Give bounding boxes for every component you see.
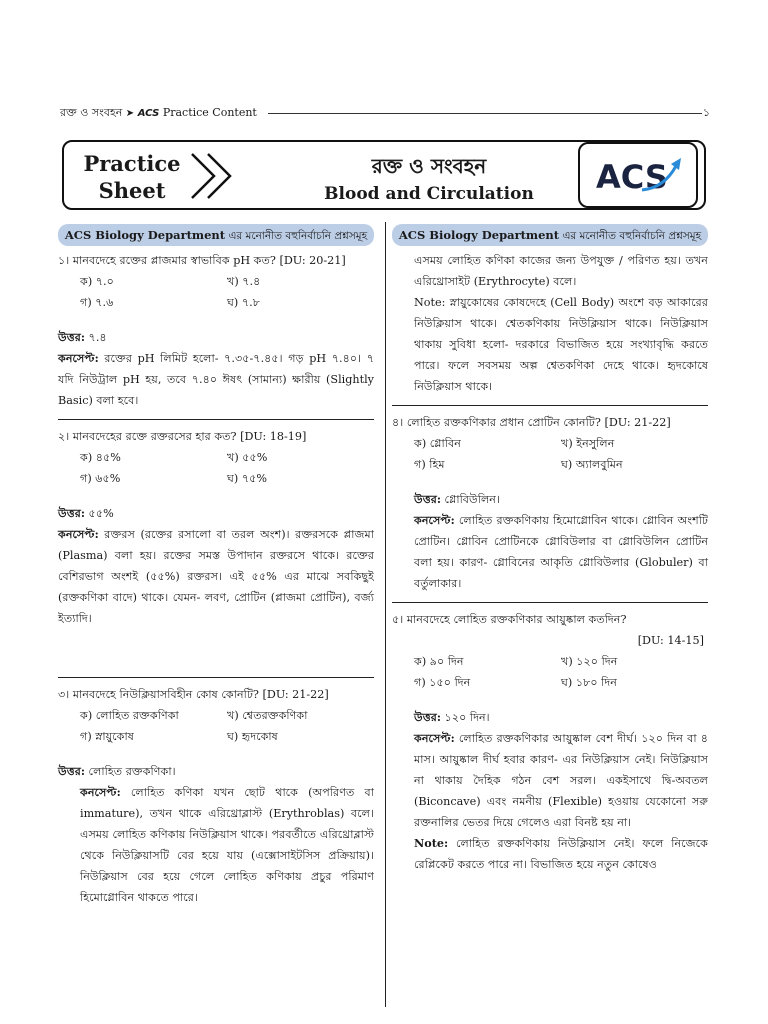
section-pill-left bbox=[58, 224, 374, 246]
breadcrumb-brand: ACS bbox=[137, 108, 160, 119]
option: ক) ৭.০ bbox=[80, 275, 114, 288]
page-number: ১ bbox=[702, 106, 710, 119]
note-5 bbox=[392, 833, 708, 875]
answer-label: উত্তর: bbox=[414, 492, 441, 506]
answer-text: লোহিত রক্তকণিকা। bbox=[85, 765, 176, 778]
question-separator bbox=[392, 405, 708, 406]
option: খ) ১২০ দিন bbox=[561, 655, 618, 668]
section-pill-right bbox=[392, 224, 708, 246]
pill-text: এর মনোনীত বহুনির্বাচনি প্রশ্নসমূহ bbox=[559, 230, 702, 242]
concept-text: লোহিত রক্তকণিকার আয়ুষ্কাল বেশ দীর্ঘ। ১২০ দিন বা ৪ মাস। আয়ুষ্কাল দীর্ঘ হবার কারণ- এর নিউক্লিয়াস নেই। নিউক্লিয়াস না থাকায় দৈহিক গঠন বেশ সরল। একইসাথে দ্বি-অবতল (Biconcave) এবং নমনীয় (Flexible) হওয়ায় যেকোনো সরু রক্তনালির ভেতর দিয়ে গেলেও এরা বিনষ্ট হয় না। bbox=[414, 732, 708, 829]
title-banner bbox=[62, 140, 706, 210]
option: ঘ) হৃদকোষ bbox=[227, 730, 278, 743]
option: ঘ) ১৮০ দিন bbox=[561, 676, 617, 689]
option: ঘ) ৭৫% bbox=[227, 472, 267, 485]
breadcrumb bbox=[60, 104, 257, 123]
option: ক) ৯০ দিন bbox=[414, 655, 464, 668]
option: গ) ১৫০ দিন bbox=[414, 676, 471, 689]
options-4 bbox=[392, 433, 708, 475]
concept-text: লোহিত কণিকা যখন ছোট থাকে (অপরিণত বা immature), তখন থাকে এরিথ্রোব্লাস্ট (Erythroblas) বলে। এসময় লোহিত কণিকায় নিউক্লিয়াস থাকে। পরবর্তীতে এরিথ্রোব্লাস্ট থেকে নিউক্লিয়াসটি বের হয়ে যায় (এক্সোসাইটসিস প্রক্রিয়ায়)। নিউক্লিয়াস বের হয়ে গেলে লোহিত কণিকায় প্রচুর পরিমাণ হিমোগ্লোবিন থাকতে পারে। bbox=[80, 786, 374, 904]
breadcrumb-chapter: রক্ত ও সংবহন bbox=[60, 106, 123, 119]
concept-label: কনসেপ্ট: bbox=[58, 351, 99, 365]
options-1 bbox=[58, 271, 374, 313]
answer-1 bbox=[58, 327, 374, 348]
concept-text: রক্তরস (রক্তের রসালো বা তরল অংশ)। রক্তরসকে প্লাজমা (Plasma) বলা হয়। রক্তের সমস্ত উপাদান রক্তরসে থাকে। রক্তের বেশিরভাগ অংশই (৫৫%) রক্তরস। এই ৫৫% এর মাঝে সবকিছুই (রক্তকণিকা বাদে) থাকে। যেমন- লবণ, প্রোটিন (প্লাজমা প্রোটিন), বর্জ্য ইত্যাদি। bbox=[58, 528, 374, 625]
pill-dept: ACS Biology Department bbox=[64, 228, 226, 242]
option: ক) গ্লোবিন bbox=[414, 437, 461, 450]
chevron-right-icon bbox=[188, 150, 238, 202]
question-4: ৪। লোহিত রক্তকণিকার প্রধান প্রোটিন কোনটি? [DU: 21-22] bbox=[392, 416, 671, 429]
concept-2 bbox=[58, 524, 374, 629]
pill-text: এর মনোনীত বহুনির্বাচনি প্রশ্নসমূহ bbox=[225, 230, 368, 242]
answer-label: উত্তর: bbox=[58, 330, 85, 344]
answer-5 bbox=[392, 707, 708, 728]
left-column bbox=[58, 224, 374, 908]
option: খ) ইনসুলিন bbox=[561, 437, 615, 450]
answer-2 bbox=[58, 503, 374, 524]
concept-4 bbox=[392, 510, 708, 594]
option: গ) হিম bbox=[414, 458, 445, 471]
option: ঘ) অ্যালবুমিন bbox=[561, 458, 623, 471]
question-5-tag: [DU: 14-15] bbox=[637, 634, 704, 647]
note-label: Note: bbox=[414, 836, 449, 850]
answer-4 bbox=[392, 489, 708, 510]
options-2 bbox=[58, 447, 374, 489]
concept-label: কনসেপ্ট: bbox=[414, 513, 455, 527]
sheet-title-line1: Practice bbox=[83, 151, 181, 176]
option: খ) শ্বেতরক্তকণিকা bbox=[227, 709, 308, 722]
option: ঘ) ৭.৮ bbox=[227, 296, 260, 309]
note-text: লোহিত রক্তকণিকায় নিউক্লিয়াস নেই। ফলে নিজেকে রেপ্লিকেট করতে পারে না। বিভাজিত হয়ে নতুন কোষেও bbox=[414, 837, 708, 871]
options-5 bbox=[392, 651, 708, 693]
sheet-title bbox=[80, 150, 184, 204]
answer-label: উত্তর: bbox=[58, 506, 85, 520]
concept-3 bbox=[58, 782, 374, 908]
options-3 bbox=[58, 705, 374, 747]
answer-label: উত্তর: bbox=[414, 710, 441, 724]
question-1: ১। মানবদেহে রক্তের প্লাজমার স্বাভাবিক pH কত? [DU: 20-21] bbox=[58, 254, 346, 267]
note-1: Note: স্নায়ুকোষের কোষদেহে (Cell Body) অংশে বড় আকারের নিউক্লিয়াস থাকে। শ্বেতকণিকায় নিউক্লিয়াস থাকে। নিউক্লিয়াস থাকায় সুবিধা হলো- দরকারে বিভাজিত হয়ে সংখ্যাবৃদ্ধি করতে পারে। ফলে সবসময় অল্প শ্বেতকণিকা দেহে থাকে। হৃদকোষে নিউক্লিয়াস থাকে। bbox=[414, 296, 708, 393]
concept-3-continued: এসময় লোহিত কণিকা কাজের জন্য উপযুক্ত / পরিণত হয়। তখন এরিথ্রোসাইট (Erythrocyte) বলে। bbox=[414, 254, 708, 288]
question-separator bbox=[58, 419, 374, 420]
column-divider bbox=[385, 222, 386, 1007]
question-3: ৩। মানবদেহে নিউক্লিয়াসবিহীন কোষ কোনটি? [DU: 21-22] bbox=[58, 688, 329, 701]
acs-logo-mark bbox=[580, 144, 696, 206]
concept-text: লোহিত রক্তকণিকায় হিমোগ্লোবিন থাকে। গ্লোবিন অংশটি প্রোটিন। গ্লোবিন প্রোটিনকে গ্লোবিউলার বা গ্লোবিউলিন প্রোটিন বলা হয়। কারণ- গ্লোবিনের আকৃতি গ্লোবিউলার (Globuler) বা বর্তুলাকার। bbox=[414, 514, 708, 590]
answer-3 bbox=[58, 761, 374, 782]
answer-text: ৭.৪ bbox=[85, 331, 107, 344]
option: গ) ৭.৬ bbox=[80, 296, 114, 309]
running-header bbox=[60, 104, 710, 122]
sheet-title-line2: Sheet bbox=[98, 178, 166, 203]
question-5: ৫। মানবদেহে লোহিত রক্তকণিকার আয়ুষ্কাল কতদিন? bbox=[392, 613, 627, 626]
header-rule bbox=[268, 113, 702, 114]
acs-logo bbox=[578, 142, 698, 208]
question-2: ২। মানবদেহের রক্তে রক্তরসের হার কত? [DU: 18-19] bbox=[58, 430, 307, 443]
concept-label: কনসেপ্ট: bbox=[414, 731, 455, 745]
option: খ) ৭.৪ bbox=[227, 275, 261, 288]
concept-text: রক্তের pH লিমিট হলো- ৭.৩৫-৭.৪৫। গড় pH ৭.৪০। ৭ যদি নিউট্রাল pH হয়, তবে ৭.৪০ ঈষৎ (সামান্য) ক্ষারীয় (Slightly Basic) বলা হবে। bbox=[58, 352, 374, 407]
right-column bbox=[392, 224, 708, 875]
option: ক) লোহিত রক্তকণিকা bbox=[80, 709, 179, 722]
breadcrumb-section: Practice Content bbox=[162, 106, 257, 119]
chapter-title-en: Blood and Circulation bbox=[324, 184, 534, 204]
option: খ) ৫৫% bbox=[227, 451, 268, 464]
acs-logo-text: ACS bbox=[596, 158, 668, 196]
answer-text: ৫৫% bbox=[85, 507, 114, 520]
pill-dept: ACS Biology Department bbox=[398, 228, 560, 242]
concept-label: কনসেপ্ট: bbox=[80, 785, 121, 799]
answer-text: গ্লোবিউলিন। bbox=[441, 493, 500, 506]
concept-5 bbox=[392, 728, 708, 833]
option: গ) ৬৫% bbox=[80, 472, 121, 485]
breadcrumb-arrow-icon: ➤ bbox=[125, 108, 135, 119]
option: গ) স্নায়ুকোষ bbox=[80, 730, 134, 743]
concept-1 bbox=[58, 348, 374, 411]
chapter-title-bn: রক্ত ও সংবহন bbox=[371, 154, 487, 178]
answer-text: ১২০ দিন। bbox=[441, 711, 490, 724]
question-separator bbox=[58, 677, 374, 678]
option: ক) ৪৫% bbox=[80, 451, 121, 464]
concept-label: কনসেপ্ট: bbox=[58, 527, 99, 541]
question-separator bbox=[392, 602, 708, 603]
answer-label: উত্তর: bbox=[58, 764, 85, 778]
